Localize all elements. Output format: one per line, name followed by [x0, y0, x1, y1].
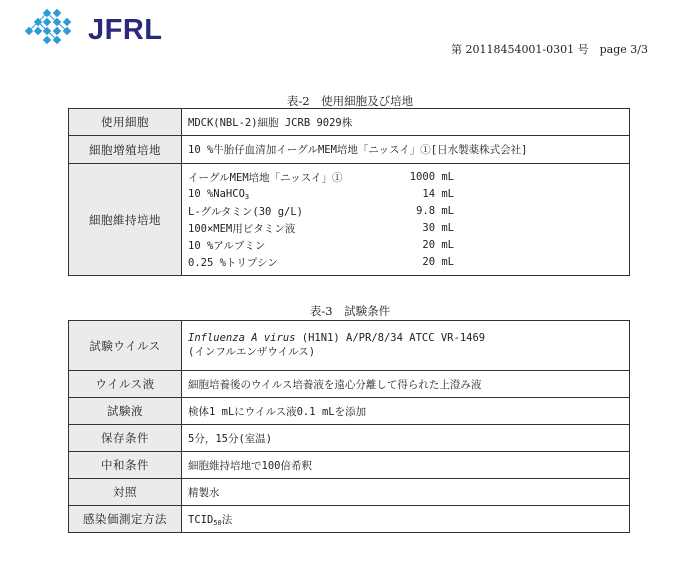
table-row: [69, 425, 630, 452]
row-value: 細胞培養後のウイルス培養液を遠心分離して得られた上澄み液: [182, 371, 630, 398]
medium-amount: 14 mL: [422, 188, 454, 200]
medium-name: L-グルタミン(30 g/L): [188, 205, 303, 218]
row-value: 検体1 mLにウイルス液0.1 mLを添加: [182, 398, 630, 425]
medium-amount: 20 mL: [422, 256, 454, 268]
jfrl-logo: [22, 8, 172, 48]
row-label: 保存条件: [69, 425, 182, 452]
medium-amount: 1000 mL: [409, 171, 454, 183]
row-value: 細胞維持培地で100倍希釈: [182, 452, 630, 479]
medium-name: 10 %アルブミン: [188, 239, 266, 252]
assay-method-subscript: 50: [213, 518, 222, 527]
cells-media-table: [68, 108, 630, 276]
virus-note: (インフルエンザウイルス): [188, 346, 316, 358]
table-row: [69, 398, 630, 425]
logo-mark-icon: [22, 8, 84, 48]
medium-name-main: 10 %NaHCO: [188, 187, 245, 200]
row-label: 中和条件: [69, 452, 182, 479]
row-value: MDCK(NBL-2)細胞 JCRB 9029株: [182, 109, 630, 136]
table-row: [69, 452, 630, 479]
medium-amount: 30 mL: [422, 222, 454, 234]
assay-method-suffix: 法: [221, 513, 233, 526]
row-label: 感染価測定方法: [69, 506, 182, 533]
row-label: 細胞維持培地: [69, 164, 182, 276]
test-conditions-table: [68, 320, 630, 533]
table-row: [69, 136, 630, 164]
virus-value: [182, 321, 630, 371]
medium-name-subscript: 3: [244, 192, 250, 201]
list-item: [188, 220, 623, 237]
list-item: [188, 203, 623, 220]
medium-name: 100×MEM用ビタミン液: [188, 222, 296, 235]
list-item: [188, 237, 623, 254]
table2-caption: 表-2 使用細胞及び培地: [286, 94, 414, 108]
row-value: [182, 506, 630, 533]
row-label: 試験ウイルス: [69, 321, 182, 371]
row-label: 細胞増殖培地: [69, 136, 182, 164]
table3-caption: 表-3 試験条件: [309, 304, 391, 318]
medium-amount: 9.8 mL: [416, 205, 454, 217]
table-row: [69, 371, 630, 398]
row-label: 使用細胞: [69, 109, 182, 136]
logo-text: JFRL: [88, 14, 163, 46]
table-row: [69, 109, 630, 136]
row-label: 対照: [69, 479, 182, 506]
row-value: 精製水: [182, 479, 630, 506]
assay-method-main: TCID: [188, 513, 214, 526]
maintenance-media-list: [182, 164, 630, 276]
virus-strain-line: [188, 332, 623, 344]
medium-name: イーグルMEM培地「ニッスイ」①: [188, 171, 343, 184]
virus-strain: (H1N1) A/PR/8/34 ATCC VR-1469: [295, 332, 486, 344]
table-row: [69, 164, 630, 276]
table-row: [69, 506, 630, 533]
row-value: 10 %牛胎仔血清加イーグルMEM培地「ニッスイ」①[日水製薬株式会社]: [182, 136, 630, 164]
list-item: [188, 186, 623, 203]
medium-name: 0.25 %トリプシン: [188, 256, 278, 269]
row-label: ウイルス液: [69, 371, 182, 398]
virus-species: Influenza A virus: [188, 332, 296, 344]
list-item: [188, 254, 623, 271]
table-row: [69, 321, 630, 371]
medium-name: [188, 188, 394, 201]
document-number: 第 20118454001-0301 号 page 3/3: [450, 43, 648, 56]
row-label: 試験液: [69, 398, 182, 425]
medium-amount: 20 mL: [422, 239, 454, 251]
row-value: 5分，15分(室温): [182, 425, 630, 452]
table-row: [69, 479, 630, 506]
list-item: [188, 169, 623, 186]
